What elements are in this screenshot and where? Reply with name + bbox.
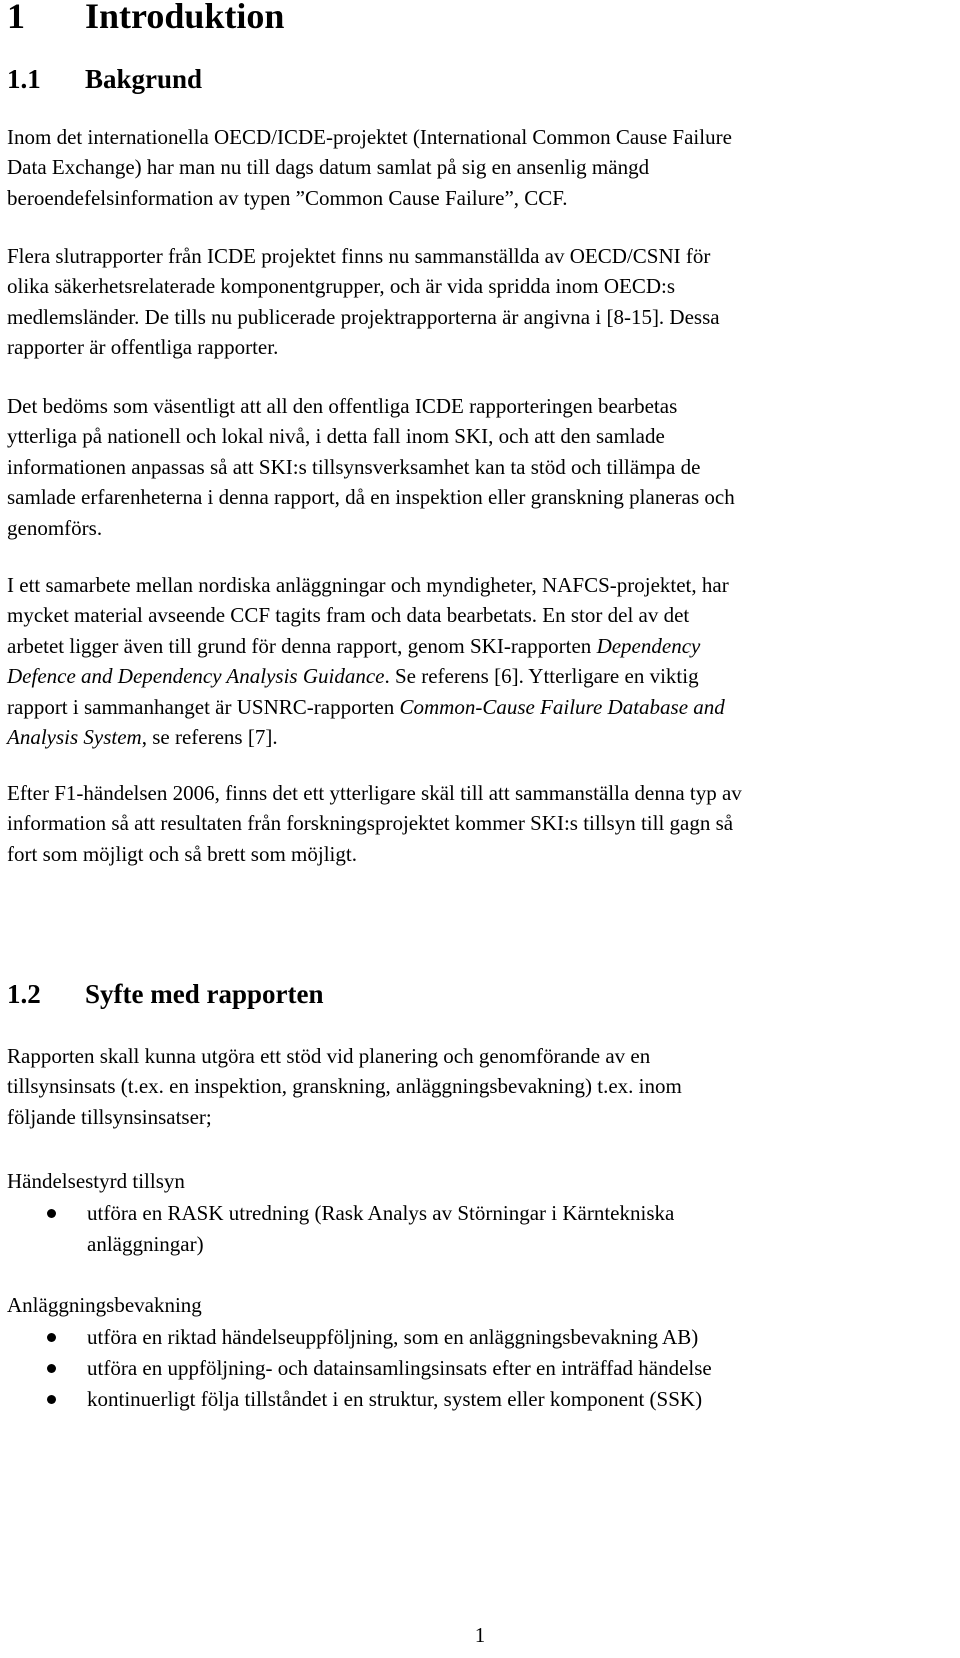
- chapter-title: Introduktion: [85, 0, 285, 36]
- text-line: kontinuerligt följa tillståndet i en struktur, system eller komponent (SSK): [87, 1387, 703, 1411]
- text-line: [7, 661, 729, 691]
- bullet-icon: [47, 1333, 56, 1342]
- bullet-icon: [47, 1395, 56, 1404]
- chapter-number: 1: [7, 0, 25, 36]
- paragraph-syfte-intro: [7, 1041, 682, 1132]
- paragraph-icde-intro: [7, 122, 732, 213]
- text-line: utföra en riktad händelseuppföljning, som en anläggningsbevakning AB): [87, 1325, 699, 1349]
- report-title-italic: Dependency: [596, 633, 701, 658]
- text-line: utföra en uppföljning- och datainsamlingsinsats efter en inträffad händelse: [87, 1356, 712, 1380]
- text-line: rapporter är offentliga rapporter.: [7, 335, 279, 360]
- list-item: [7, 1384, 712, 1415]
- text-run: , se referens [7].: [141, 725, 278, 750]
- group-label-handelsestyrd: [7, 1166, 185, 1196]
- text-line: medlemsländer. De tills nu publicerade projektrapporterna är angivna i [8-15]. Dessa: [7, 304, 720, 329]
- group-label-anlaggningsbevakning: [7, 1290, 202, 1320]
- text-line: informationen anpassas så att SKI:s tillsynsverksamhet kan ta stöd och tillämpa de: [7, 454, 701, 479]
- paragraph-nafcs: [7, 570, 729, 752]
- section-number: 1.1: [7, 64, 41, 94]
- text-line: Flera slutrapporter från ICDE projektet finns nu sammanställda av OECD/CSNI för: [7, 244, 711, 268]
- text-line: beroendefelsinformation av typen ”Common Cause Failure”, CCF.: [7, 185, 568, 210]
- text-line: anläggningar): [87, 1232, 204, 1256]
- paragraph-slutrapporter: [7, 241, 720, 363]
- text-line: olika säkerhetsrelaterade komponentgrupper, och är vida spridda inom OECD:s: [7, 274, 676, 299]
- section-title: Bakgrund: [85, 64, 203, 94]
- report-title-italic: Analysis System: [7, 725, 142, 750]
- text-line: Data Exchange) har man nu till dags datum samlat på sig en ansenlig mängd: [7, 155, 650, 180]
- text-line: information så att resultaten från forskningsprojektet kommer SKI:s tillsyn till gagn så: [7, 811, 734, 836]
- text-line: fort som möjligt och så brett som möjligt.: [7, 841, 357, 866]
- text-line: Det bedöms som väsentligt att all den offentliga ICDE rapporteringen bearbetas: [7, 394, 678, 418]
- text-line: I ett samarbete mellan nordiska anläggningar och myndigheter, NAFCS-projektet, har: [7, 573, 729, 597]
- report-title-italic: Defence and Dependency Analysis Guidance: [7, 664, 385, 689]
- page-number: 1: [474, 1623, 486, 1647]
- section-title: Syfte med rapporten: [85, 979, 324, 1009]
- list-item: [7, 1353, 712, 1384]
- text-line: tillsynsinsats (t.ex. en inspektion, granskning, anläggningsbevakning) t.ex. inom: [7, 1074, 682, 1099]
- section-heading-syfte: [7, 977, 323, 1011]
- text-line: följande tillsynsinsatser;: [7, 1104, 212, 1129]
- bullet-icon: [47, 1364, 56, 1373]
- section-heading-bakgrund: [7, 62, 202, 96]
- text-run: rapport i sammanhanget är USNRC-rapporten: [7, 694, 400, 719]
- text-line: genomförs.: [7, 515, 103, 540]
- bullet-list-handelsestyrd: [7, 1198, 674, 1260]
- text-line: Anläggningsbevakning: [7, 1293, 202, 1317]
- text-line: [7, 722, 729, 752]
- text-line: Händelsestyrd tillsyn: [7, 1169, 185, 1193]
- text-line: utföra en RASK utredning (Rask Analys av Störningar i Kärntekniska: [87, 1201, 675, 1225]
- bullet-icon: [47, 1209, 56, 1218]
- chapter-heading: [7, 0, 284, 38]
- text-line: Efter F1-händelsen 2006, finns det ett ytterligare skäl till att sammanställa denna typ av: [7, 781, 742, 805]
- list-item: [7, 1322, 712, 1353]
- paragraph-bearbetning: [7, 391, 735, 543]
- bullet-list-anlaggningsbevakning: [7, 1322, 712, 1415]
- text-line: [7, 631, 729, 661]
- text-run: arbetet ligger även till grund för denna rapport, genom SKI-rapporten: [7, 633, 597, 658]
- section-number: 1.2: [7, 979, 41, 1009]
- text-line: samlade erfarenheterna i denna rapport, då en inspektion eller granskning planeras och: [7, 485, 735, 510]
- text-line: Rapporten skall kunna utgöra ett stöd vid planering och genomförande av en: [7, 1044, 651, 1068]
- text-line: [7, 692, 729, 722]
- text-line: mycket material avseende CCF tagits fram och data bearbetats. En stor del av det: [7, 603, 690, 628]
- text-line: Inom det internationella OECD/ICDE-projektet (International Common Cause Failure: [7, 125, 732, 149]
- report-title-italic: Common-Cause Failure Database and: [399, 694, 725, 719]
- text-line: ytterliga på nationell och lokal nivå, i detta fall inom SKI, och att den samlade: [7, 424, 665, 449]
- list-item: [7, 1198, 674, 1260]
- paragraph-f1-handelsen: [7, 778, 742, 869]
- text-run: . Se referens [6]. Ytterligare en viktig: [384, 664, 699, 689]
